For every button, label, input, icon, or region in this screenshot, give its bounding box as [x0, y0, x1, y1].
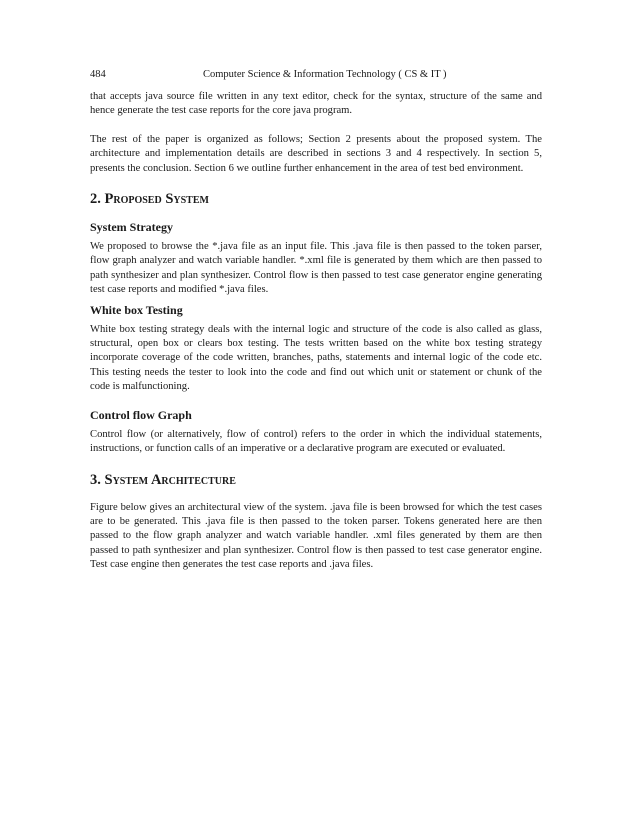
running-header	[90, 68, 542, 82]
system-strategy-paragraph: We proposed to browse the *.java file as an input file. This .java file is then passed to the token parser, flow graph analyzer and watch variable handler. *.xml file is generated by them which are then passed to path synthesizer and plan synthesizer. Control flow is then passed to test case generator engine generating test case reports and modified *.java files.	[90, 241, 542, 296]
intro-paragraph-2: The rest of the paper is organized as follows; Section 2 presents about the proposed system. The architecture and implementation details are described in sections 3 and 4 respectively. In section 5, presents the conclusion. Section 6 we outline further enhancement in the area of test bed environment.	[90, 133, 542, 174]
architecture-paragraph: Figure below gives an architectural view of the system. .java file is been browsed for which the test cases are to be generated. This .java file is then passed to the token parser. Tokens generated here are then passed to the flow graph analyzer and watch variable handler. .xml files generated by them are then passed to path synthesizer and plan synthesizer. Control flow is then passed to test case generator engine. Test case engine then generates the test case reports and .java files.	[90, 501, 542, 571]
section-3-heading: 3. System Architecture	[90, 471, 236, 488]
section-2-heading: 2. Proposed System	[90, 191, 209, 208]
control-flow-paragraph: Control flow (or alternatively, flow of control) refers to the order in which the individual statements, instructions, or function calls of an imperative or a declarative program are executed or evaluated.	[90, 428, 542, 455]
paper-page	[90, 68, 542, 573]
journal-title: Computer Science & Information Technology ( CS & IT )	[203, 69, 447, 80]
system-strategy-heading: System Strategy	[90, 220, 173, 235]
intro-paragraph-1: that accepts java source file written in any text editor, check for the syntax, structure of the same and hence generate the test case reports for the core java program.	[90, 91, 542, 117]
control-flow-heading: Control flow Graph	[90, 407, 192, 422]
white-box-heading: White box Testing	[90, 302, 183, 317]
page-number: 484	[90, 69, 106, 80]
white-box-paragraph: White box testing strategy deals with the internal logic and structure of the code is also called as glass, structural, open box or clears box testing. The tests written based on the white box testing strategy incorporate coverage of the code written, branches, paths, statements and internal logic of the code etc. This testing needs the tester to look into the code and find out which unit or statement or chunk of the code is malfunctioning.	[90, 323, 542, 393]
